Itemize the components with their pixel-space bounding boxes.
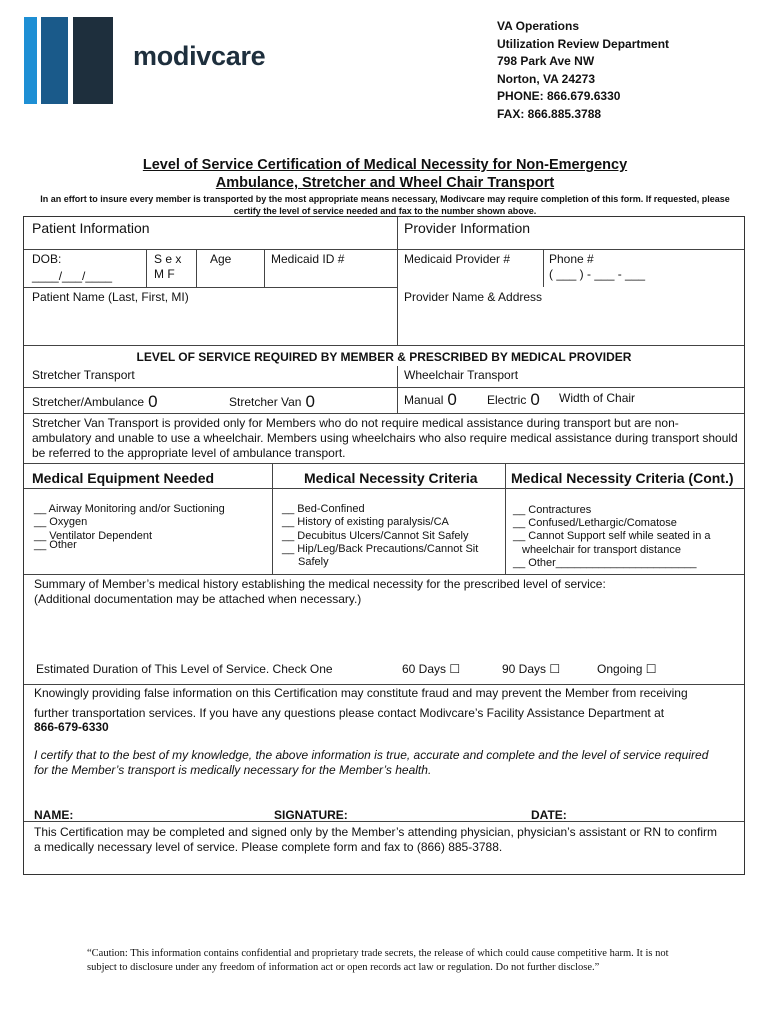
provider-info-heading: Provider Information — [404, 220, 531, 236]
fraud-line1: Knowingly providing false information on this Certification may constitute fraud and may prevent the Member from receiving — [34, 686, 688, 700]
criteria-item-decubitus[interactable]: __ Decubitus Ulcers/Cannot Sit Safely — [282, 530, 469, 542]
criteria-cont-heading: Medical Necessity Criteria (Cont.) — [511, 470, 734, 486]
stretcher-van-option[interactable] — [229, 391, 315, 411]
address-line: Norton, VA 24273 — [497, 71, 596, 86]
dob-label: DOB: — [32, 252, 62, 266]
age-label: Age — [210, 252, 232, 266]
address-phone: PHONE: 866.679.6330 — [497, 89, 621, 103]
criteria-item-paralysis[interactable]: __ History of existing paralysis/CA — [282, 516, 449, 528]
level-of-service-heading: LEVEL OF SERVICE REQUIRED BY MEMBER & PRESCRIBED BY MEDICAL PROVIDER — [136, 350, 632, 364]
stretcher-ambulance-value: 0 — [148, 392, 158, 411]
criteria-cont-item-cannot-support[interactable]: __ Cannot Support self while seated in a — [513, 530, 711, 542]
criteria-item-hip-leg-back[interactable]: __ Hip/Leg/Back Precautions/Cannot Sit — [282, 543, 479, 555]
stretcher-van-note: Stretcher Van Transport is provided only for Members who do not require medical assistance during transport but are non-ambulatory and unable to use a wheelchair. Members using wheelchairs who also require medical assistance during transport should be referred to the appropriate level of ambulance transport. — [32, 416, 738, 460]
provider-name-address-label: Provider Name & Address — [404, 290, 543, 304]
certify-statement: I certify that to the best of my knowledge, the above information is true, accurate and complete and the level of service required for the Member’s transport is medically necessary for the Member’s health. — [34, 748, 709, 777]
fraud-phone: 866-679-6330 — [34, 720, 109, 734]
dob-field[interactable]: ____/___/____ — [32, 269, 113, 283]
electric-option[interactable] — [487, 389, 540, 409]
criteria-item-bed-confined[interactable]: __ Bed-Confined — [282, 503, 365, 515]
wheelchair-transport-heading: Wheelchair Transport — [404, 368, 519, 382]
patient-info-heading: Patient Information — [32, 220, 150, 236]
electric-label: Electric — [487, 393, 527, 407]
confidentiality-caution: “Caution: This information contains confidential and proprietary trade secrets, the release of which could cause competitive harm. It is not subject to disclosure under any freedom of information act or open records act law or regulation. Do not further disclose.” — [87, 948, 669, 973]
manual-option[interactable] — [404, 389, 457, 409]
closing-statement: This Certification may be completed and signed only by the Member’s attending physician, physician’s assistant or RN to confirm a medically necessary level of service. Please complete form and fax to (866) 885-3788. — [34, 825, 717, 854]
logo-wordmark: modivcare — [133, 41, 266, 71]
address-line: 798 Park Ave NW — [497, 54, 595, 68]
width-of-chair-label: Width of Chair — [559, 391, 636, 405]
medicaid-provider-label: Medicaid Provider # — [404, 252, 511, 266]
summary-line2: (Additional documentation may be attached when necessary.) — [34, 592, 362, 606]
fraud-line2: further transportation services. If you have any questions please contact Modivcare’s Facility Assistance Department at — [34, 706, 665, 720]
stretcher-van-value: 0 — [305, 392, 315, 411]
duration-60-days[interactable]: 60 Days ☐ — [402, 662, 461, 676]
address-line: Utilization Review Department — [497, 36, 670, 51]
stretcher-ambulance-option[interactable] — [32, 391, 158, 411]
equipment-item-airway[interactable]: __ Airway Monitoring and/or Suctioning — [34, 503, 225, 515]
logo-bar-dark — [73, 17, 113, 104]
equipment-item-oxygen[interactable]: __ Oxygen — [34, 516, 88, 528]
duration-label: Estimated Duration of This Level of Service. Check One — [36, 662, 333, 676]
criteria-cont-item-other[interactable]: __ Other_______________________ — [513, 557, 697, 569]
logo-bar-mid — [41, 17, 68, 104]
phone-field[interactable]: ( ___ ) - ___ - ___ — [549, 267, 646, 281]
form-title-line2: Ambulance, Stretcher and Wheel Chair Transport — [215, 175, 555, 191]
duration-90-days[interactable]: 90 Days ☐ — [502, 662, 561, 676]
signature-label: SIGNATURE: — [274, 808, 348, 822]
equipment-heading: Medical Equipment Needed — [32, 470, 215, 486]
criteria-cont-item-contractures[interactable]: __ Contractures — [513, 504, 592, 516]
intro-text: In an effort to insure every member is transported by the most appropriate means necessary, Modivcare may require completion of this form. If requested, please certify the level of service needed and fax to the number shown above. — [40, 194, 730, 216]
stretcher-transport-heading: Stretcher Transport — [32, 368, 135, 382]
sex-label: S e x — [154, 252, 182, 266]
manual-value: 0 — [447, 390, 457, 409]
address-block — [497, 18, 669, 123]
form-title-line1: Level of Service Certification of Medical Necessity for Non-Emergency — [142, 157, 628, 173]
date-label: DATE: — [531, 808, 567, 822]
summary-line1: Summary of Member’s medical history establishing the medical necessity for the prescribed level of service: — [34, 577, 606, 591]
duration-ongoing[interactable]: Ongoing ☐ — [597, 662, 657, 676]
criteria-item-safely: Safely — [298, 556, 329, 568]
stretcher-ambulance-label: Stretcher/Ambulance — [32, 395, 145, 409]
criteria-heading: Medical Necessity Criteria — [304, 470, 478, 486]
medicaid-id-label: Medicaid ID # — [271, 252, 345, 266]
address-line: VA Operations — [497, 19, 580, 33]
phone-label: Phone # — [549, 252, 594, 266]
manual-label: Manual — [404, 393, 444, 407]
certification-form — [23, 216, 745, 875]
criteria-cont-item-confused[interactable]: __ Confused/Lethargic/Comatose — [513, 517, 677, 529]
name-label: NAME: — [34, 808, 74, 822]
equipment-item-other[interactable]: __ Other — [34, 539, 77, 551]
stretcher-van-label: Stretcher Van — [229, 395, 302, 409]
patient-name-label: Patient Name (Last, First, MI) — [32, 290, 189, 304]
electric-value: 0 — [530, 390, 540, 409]
address-fax: FAX: 866.885.3788 — [497, 106, 602, 121]
sex-options[interactable]: M F — [154, 267, 175, 281]
criteria-cont-item-wheelchair: wheelchair for transport distance — [522, 544, 681, 556]
equipment-item-ventilator[interactable]: __ Ventilator Dependent — [34, 530, 153, 542]
logo-bar-light — [24, 17, 37, 104]
